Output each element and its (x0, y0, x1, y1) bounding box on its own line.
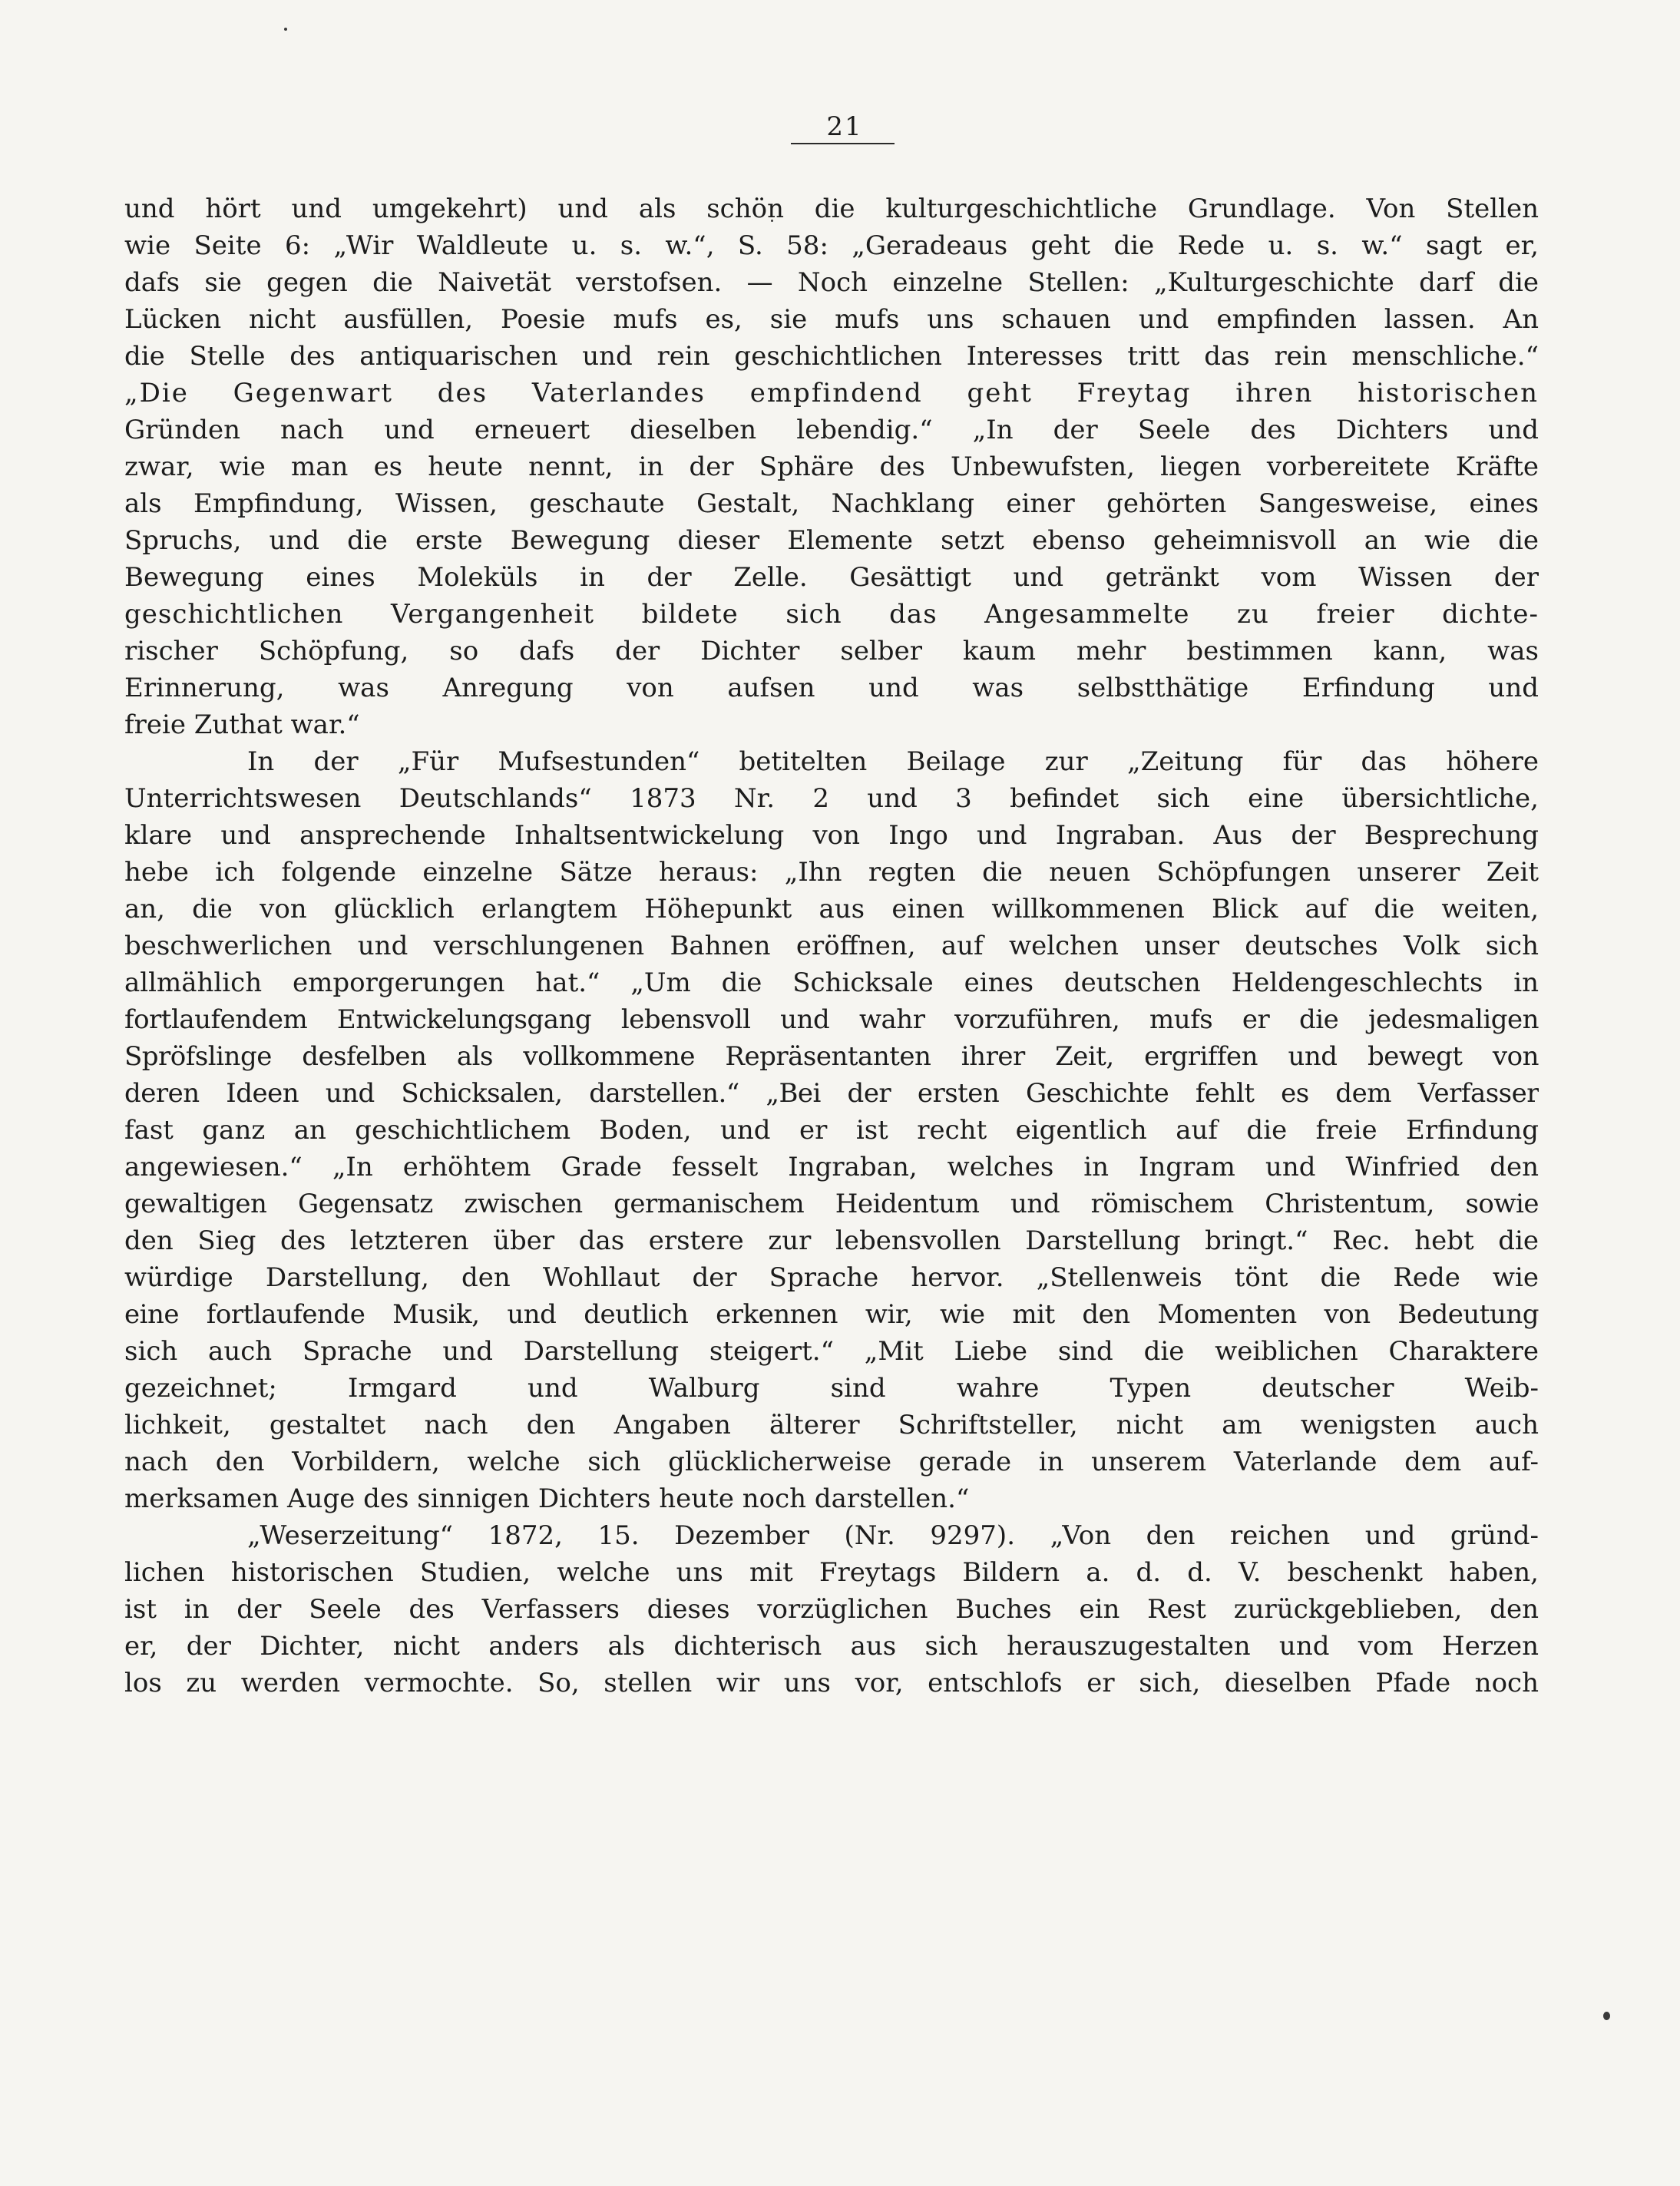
text-line: dafs sie gegen die Naivetät verstofsen. — Noch einzelne Stellen: „Kulturgeschichte darf die (124, 267, 1539, 298)
text-line: würdige Darstellung, den Wohllaut der Sprache hervor. „Stellenweis tönt die Rede wie (124, 1262, 1539, 1293)
text-line: als Empfindung, Wissen, geschaute Gestalt, Nachklang einer gehörten Sangesweise, eines (124, 488, 1539, 519)
text-line: Unterrichtswesen Deutschlands“ 1873 Nr. 2 und 3 befindet sich eine übersichtliche, (124, 783, 1539, 814)
text-line: Spruchs, und die erste Bewegung dieser Elemente setzt ebenso geheimnisvoll an wie die (124, 525, 1539, 556)
text-line: In der „Für Mufsestunden“ betitelten Beilage zur „Zeitung für das höhere (247, 746, 1539, 777)
text-line: lichen historischen Studien, welche uns mit Freytags Bildern a. d. d. V. beschenkt haben, (124, 1557, 1539, 1588)
text-line: geschichtlichen Vergangenheit bildete sich das Angesammelte zu freier dichte- (124, 599, 1539, 630)
text-line: merksamen Auge des sinnigen Dichters heute noch darstellen.“ (124, 1483, 970, 1514)
text-line: den Sieg des letzteren über das erstere zur lebensvollen Darstellung bringt.“ Rec. hebt die (124, 1225, 1539, 1256)
page-number-rule (791, 143, 895, 144)
text-line: deren Ideen und Schicksalen, darstellen.“ „Bei der ersten Geschichte fehlt es dem Verfasser (124, 1078, 1539, 1109)
text-line: Lücken nicht ausfüllen, Poesie mufs es, sie mufs uns schauen und empfinden lassen. An (124, 304, 1539, 335)
text-line: und hört und umgekehrt) und als schön die kulturgeschichtliche Grundlage. Von Stellen (124, 193, 1539, 224)
text-line: zwar, wie man es heute nennt, in der Sphäre des Unbewufsten, liegen vorbereitete Kräfte (124, 451, 1539, 482)
text-line: allmählich emporgerungen hat.“ „Um die Schicksale eines deutschen Heldengeschlechts in (124, 967, 1539, 998)
text-line: angewiesen.“ „In erhöhtem Grade fesselt Ingraban, welches in Ingram und Winfried den (124, 1152, 1539, 1182)
text-line: beschwerlichen und verschlungenen Bahnen eröffnen, auf welchen unser deutsches Volk sich (124, 931, 1539, 961)
text-line: Bewegung eines Moleküls in der Zelle. Gesättigt und getränkt vom Wissen der (124, 562, 1539, 593)
text-line: gezeichnet; Irmgard und Walburg sind wahre Typen deutscher Weib- (124, 1373, 1539, 1404)
text-line: freie Zuthat war.“ (124, 709, 360, 740)
text-line: die Stelle des antiquarischen und rein geschichtlichen Interesses tritt das rein menschliche.“ (124, 341, 1539, 372)
scan-speck (1603, 2012, 1610, 2020)
text-line: rischer Schöpfung, so dafs der Dichter selber kaum mehr bestimmen kann, was (124, 636, 1539, 666)
text-line: hebe ich folgende einzelne Sätze heraus: „Ihn regten die neuen Schöpfungen unserer Zeit (124, 857, 1539, 888)
text-line: nach den Vorbildern, welche sich glücklicherweise gerade in unserem Vaterlande dem auf- (124, 1447, 1539, 1477)
text-line: ist in der Seele des Verfassers dieses vorzüglichen Buches ein Rest zurückgeblieben, den (124, 1594, 1539, 1625)
text-line: klare und ansprechende Inhaltsentwickelung von Ingo und Ingraban. Aus der Besprechung (124, 820, 1539, 851)
text-line: „Weserzeitung“ 1872, 15. Dezember (Nr. 9297). „Von den reichen und gründ- (247, 1520, 1539, 1551)
text-line: Erinnerung, was Anregung von aufsen und was selbstthätige Erfindung und (124, 673, 1539, 703)
text-line: Gründen nach und erneuert dieselben lebendig.“ „In der Seele des Dichters und (124, 415, 1539, 445)
text-line: sich auch Sprache und Darstellung steigert.“ „Mit Liebe sind die weiblichen Charaktere (124, 1336, 1539, 1367)
text-line: lichkeit, gestaltet nach den Angaben älterer Schriftsteller, nicht am wenigsten auch (124, 1410, 1539, 1440)
page-number: 21 (826, 111, 863, 142)
text-line: fortlaufendem Entwickelungsgang lebensvoll und wahr vorzuführen, mufs er die jedesmaligen (124, 1004, 1539, 1035)
text-line: fast ganz an geschichtlichem Boden, und er ist recht eigentlich auf die freie Erfindung (124, 1115, 1539, 1146)
scan-speck (284, 28, 287, 31)
text-line: wie Seite 6: „Wir Waldleute u. s. w.“, S. 58: „Geradeaus geht die Rede u. s. w.“ sagt er, (124, 230, 1539, 261)
body-text (124, 190, 1539, 1702)
text-line: eine fortlaufende Musik, und deutlich erkennen wir, wie mit den Momenten von Bedeutung (124, 1299, 1539, 1330)
text-line: gewaltigen Gegensatz zwischen germanischem Heidentum und römischem Christentum, sowie (124, 1189, 1539, 1219)
text-line: Spröfslinge desfelben als vollkommene Repräsentanten ihrer Zeit, ergriffen und bewegt von (124, 1041, 1539, 1072)
text-line: los zu werden vermochte. So, stellen wir uns vor, entschlofs er sich, dieselben Pfade noch (124, 1668, 1539, 1698)
text-line: er, der Dichter, nicht anders als dichterisch aus sich herauszugestalten und vom Herzen (124, 1631, 1539, 1662)
text-line: „Die Gegenwart des Vaterlandes empfindend geht Freytag ihren historischen (124, 378, 1539, 408)
text-line: an, die von glücklich erlangtem Höhepunkt aus einen willkommenen Blick auf die weiten, (124, 894, 1539, 924)
